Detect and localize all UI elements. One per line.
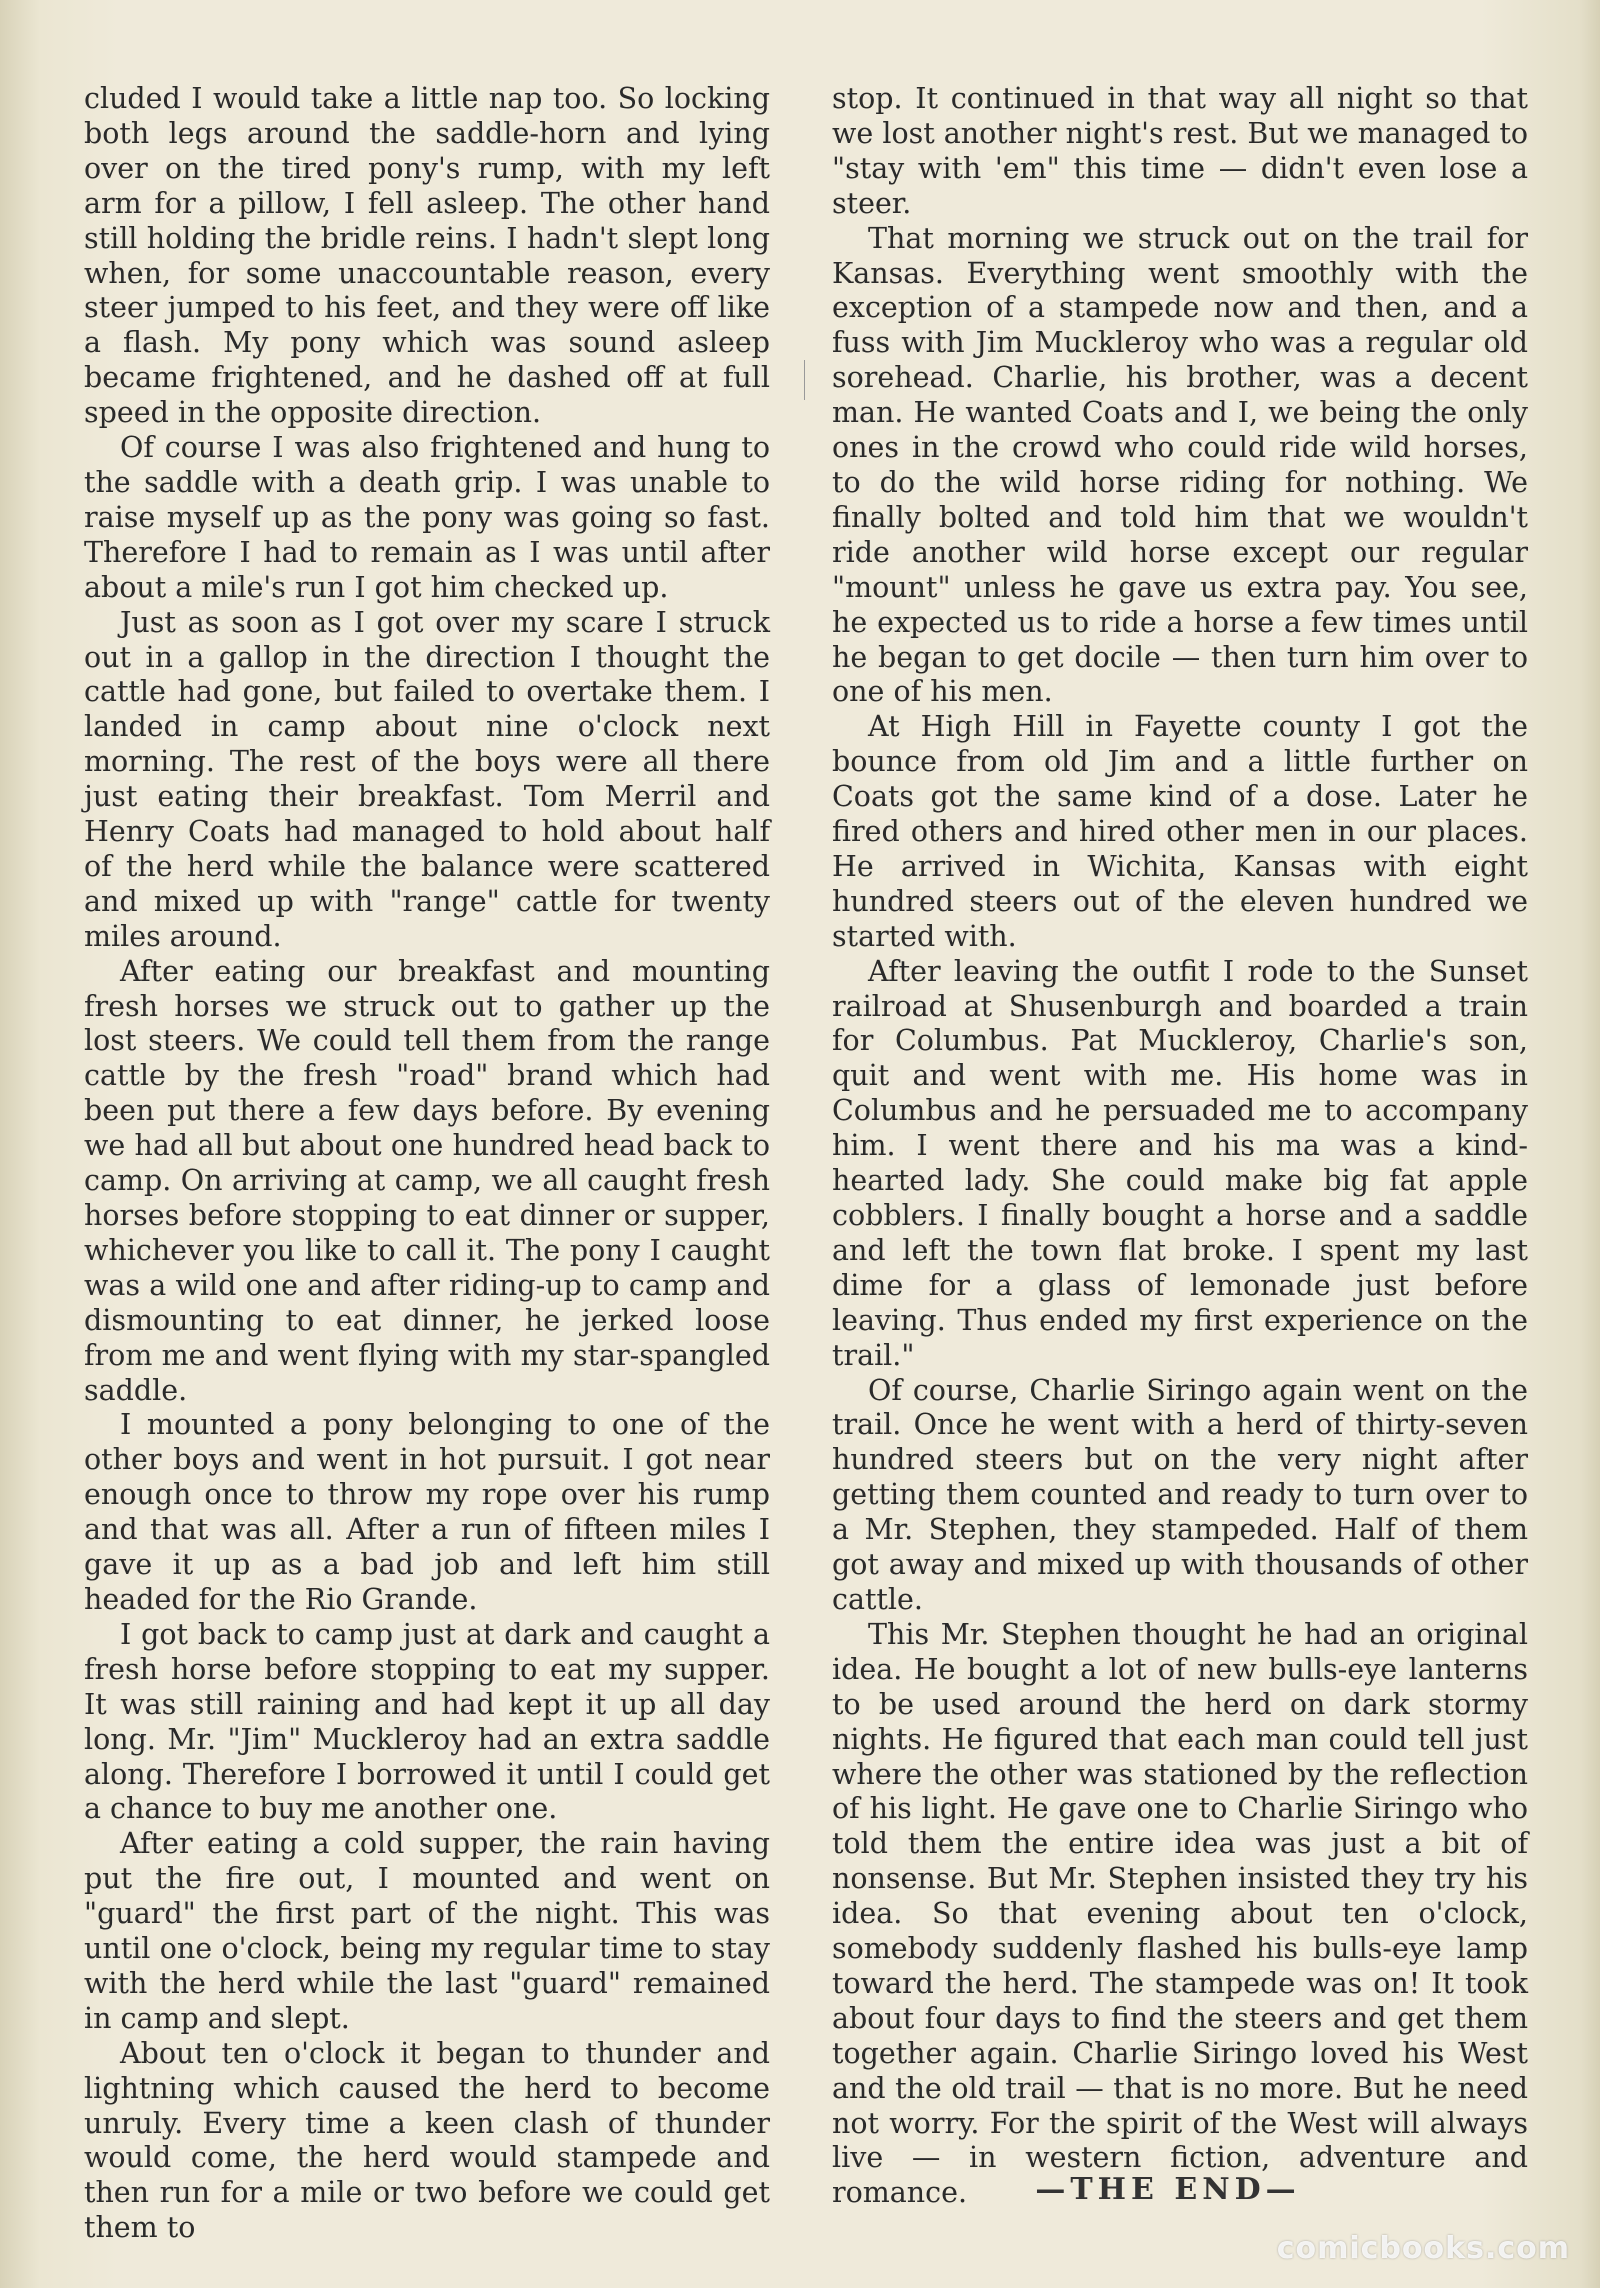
paragraph: cluded I would take a little nap too. So locking both legs around the saddle-horn and lying over on the tired pony's rump, with my left arm for a pillow, I fell asleep. The other hand still holding the bridle reins. I hadn't slept long when, for some unaccountable reason, every steer jumped to his feet, and they were off like a flash. My pony which was sound asleep became frightened, and he dashed off at full speed in the opposite direction. — [84, 82, 770, 430]
paragraph: After eating our breakfast and mounting fresh horses we struck out to gather up the lost steers. We could tell them from the range cattle by the fresh "road" brand which had been put there a few days before. By evening we had all but about one hundred head back to camp. On arriving at camp, we all caught fresh horses before stopping to eat dinner or supper, whichever you like to call it. The pony I caught was a wild one and after riding-up to camp and dismounting to eat dinner, he jerked loose from me and went flying with my star-spangled saddle. — [84, 954, 770, 1407]
paragraph: At High Hill in Fayette county I got the bounce from old Jim and a little further on Coats got the same kind of a dose. Later he fired others and hired other men in our places. He arrived in Wichita, Kansas with eight hundred steers out of the eleven hundred we started with. — [832, 710, 1528, 953]
column-divider — [804, 360, 805, 400]
watermark: comicbooks.com — [1276, 2231, 1570, 2266]
paragraph: About ten o'clock it began to thunder and lightning which caused the herd to become unruly. Every time a keen clash of thunder would come, the herd would stampede and then run for a mile or two before we could get them to — [84, 2036, 770, 2245]
left-column — [84, 82, 770, 2246]
right-column — [832, 82, 1528, 2211]
paragraph: stop. It continued in that way all night so that we lost another night's rest. But we managed to "stay with 'em" this time — didn't even lose a steer. — [832, 82, 1528, 220]
paragraph: Of course I was also frightened and hung to the saddle with a death grip. I was unable to raise myself up as the pony was going so fast. Therefore I had to remain as I was until after about a mile's run I got him checked up. — [84, 431, 770, 604]
paragraph: Of course, Charlie Siringo again went on the trail. Once he went with a herd of thirty-seven hundred steers but on the very night after getting them counted and ready to turn over to a Mr. Stephen, they stampeded. Half of them got away and mixed up with thousands of other cattle. — [832, 1373, 1528, 1616]
paragraph: After eating a cold supper, the rain having put the fire out, I mounted and went on "guard" the first part of the night. This was until one o'clock, being my regular time to stay with the herd while the last "guard" remained in camp and slept. — [84, 1827, 770, 2035]
paragraph: This Mr. Stephen thought he had an original idea. He bought a lot of new bulls-eye lanterns to be used around the herd on dark stormy nights. He figured that each man could tell just where the other was stationed by the reflection of his light. He gave one to Charlie Siringo who told them the entire idea was just a bit of nonsense. But Mr. Stephen insisted they try his idea. So that evening about ten o'clock, somebody suddenly flashed his bulls-eye lamp toward the herd. The stampede was on! It took about four days to find the steers and get them together again. Charlie Siringo loved his West and the old trail — that is no more. But he need not worry. For the spirit of the West will always live — in western fiction, adventure and romance. — [832, 1617, 1528, 2210]
the-end-label: —THE END— — [1035, 2172, 1301, 2207]
paragraph: That morning we struck out on the trail for Kansas. Everything went smoothly with the exception of a stampede now and then, and a fuss with Jim Muckleroy who was a regular old sorehead. Charlie, his brother, was a decent man. He wanted Coats and I, we being the only ones in the crowd who could ride wild horses, to do the wild horse riding for nothing. We finally bolted and told him that we wouldn't ride another wild horse except our regular "mount" unless he gave us extra pay. You see, he expected us to ride a horse a few times until he began to get docile — then turn him over to one of his men. — [832, 221, 1528, 709]
paragraph: Just as soon as I got over my scare I struck out in a gallop in the direction I thought the cattle had gone, but failed to overtake them. I landed in camp about nine o'clock next morning. The rest of the boys were all there just eating their breakfast. Tom Merril and Henry Coats had managed to hold about half of the herd while the balance were scattered and mixed up with "range" cattle for twenty miles around. — [84, 605, 770, 953]
paragraph: After leaving the outfit I rode to the Sunset railroad at Shusenburgh and boarded a train for Columbus. Pat Muckleroy, Charlie's son, quit and went with me. His home was in Columbus and he persuaded me to accompany him. I went there and his ma was a kind-hearted lady. She could make big fat apple cobblers. I finally bought a horse and a saddle and left the town flat broke. I spent my last dime for a glass of lemonade just before leaving. Thus ended my first experience on the trail." — [832, 954, 1528, 1372]
paragraph: I mounted a pony belonging to one of the other boys and went in hot pursuit. I got near enough once to throw my rope over his rump and that was all. After a run of fifteen miles I gave it up as a bad job and left him still headed for the Rio Grande. — [84, 1408, 770, 1616]
paragraph: I got back to camp just at dark and caught a fresh horse before stopping to eat my supper. It was still raining and had kept it up all day long. Mr. "Jim" Muckleroy had an extra saddle along. Therefore I borrowed it until I could get a chance to buy me another one. — [84, 1617, 770, 1826]
